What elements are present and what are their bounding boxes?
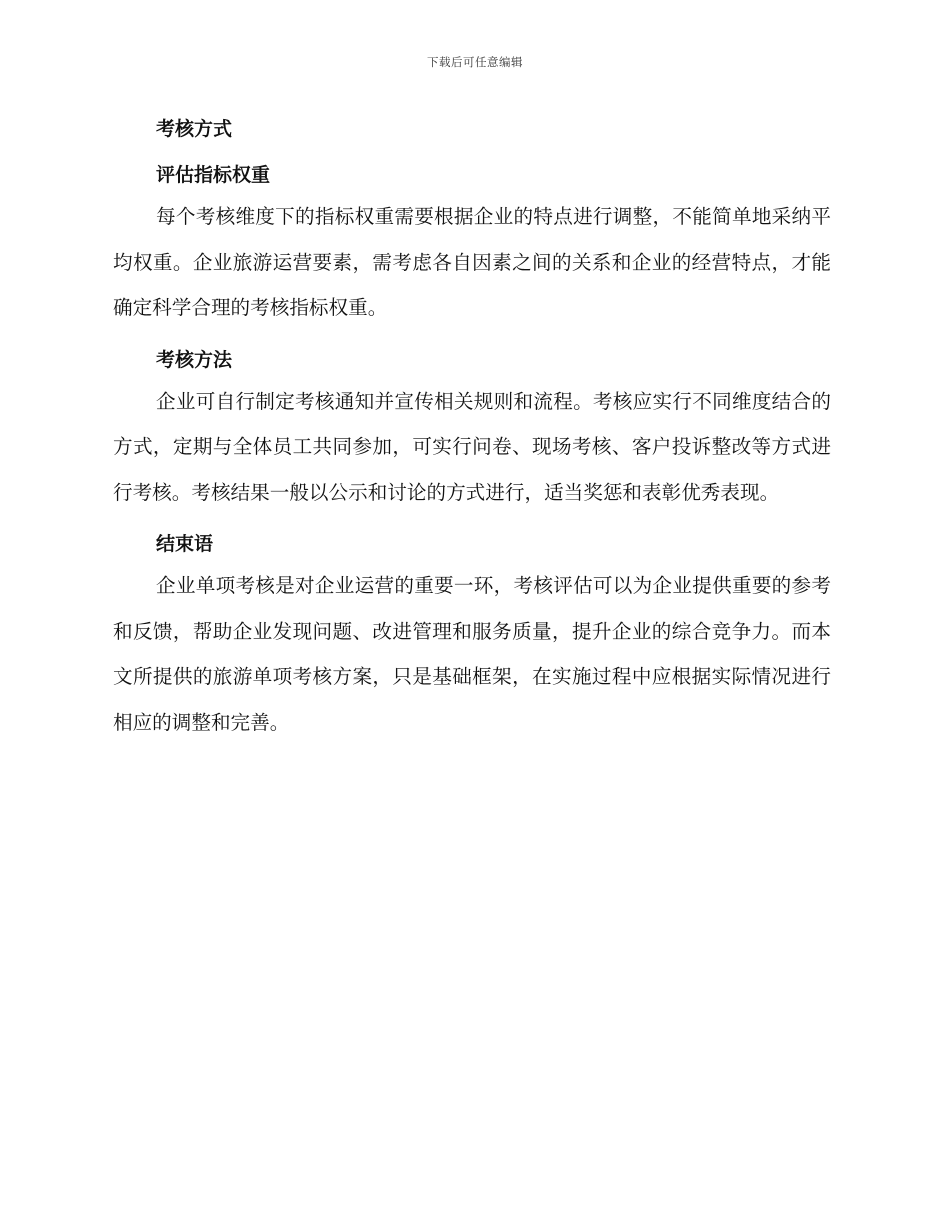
header-note: 下载后可任意编辑 <box>427 55 523 69</box>
section-title-indicator-weight: 评估指标权重 <box>156 164 271 186</box>
paragraph-assessment-method: 企业可自行制定考核通知并宣传相关规则和流程。考核应实行不同维度结合的方式，定期与全体员工共同参加，可实行问卷、现场考核、客户投诉整改等方式进行考核。考核结果一般以公示和讨论的方式进行，适当奖惩和表彰优秀表现。 <box>113 389 831 504</box>
paragraph-indicator-weight: 每个考核维度下的指标权重需要根据企业的特点进行调整，不能简单地采纳平均权重。企业旅游运营要素，需考虑各自因素之间的关系和企业的经营特点，才能确定科学合理的考核指标权重。 <box>113 205 831 319</box>
section-title-assessment-mode: 考核方式 <box>156 118 233 140</box>
section-title-assessment-method: 考核方法 <box>156 348 233 371</box>
paragraph-conclusion: 企业单项考核是对企业运营的重要一环，考核评估可以为企业提供重要的参考和反馈，帮助企业发现问题、改进管理和服务质量，提升企业的综合竞争力。而本文所提供的旅游单项考核方案，只是基础框架，在实施过程中应根据实际情况进行相应的调整和完善。 <box>113 574 831 734</box>
section-title-conclusion: 结束语 <box>156 533 214 555</box>
document-content <box>113 112 831 745</box>
